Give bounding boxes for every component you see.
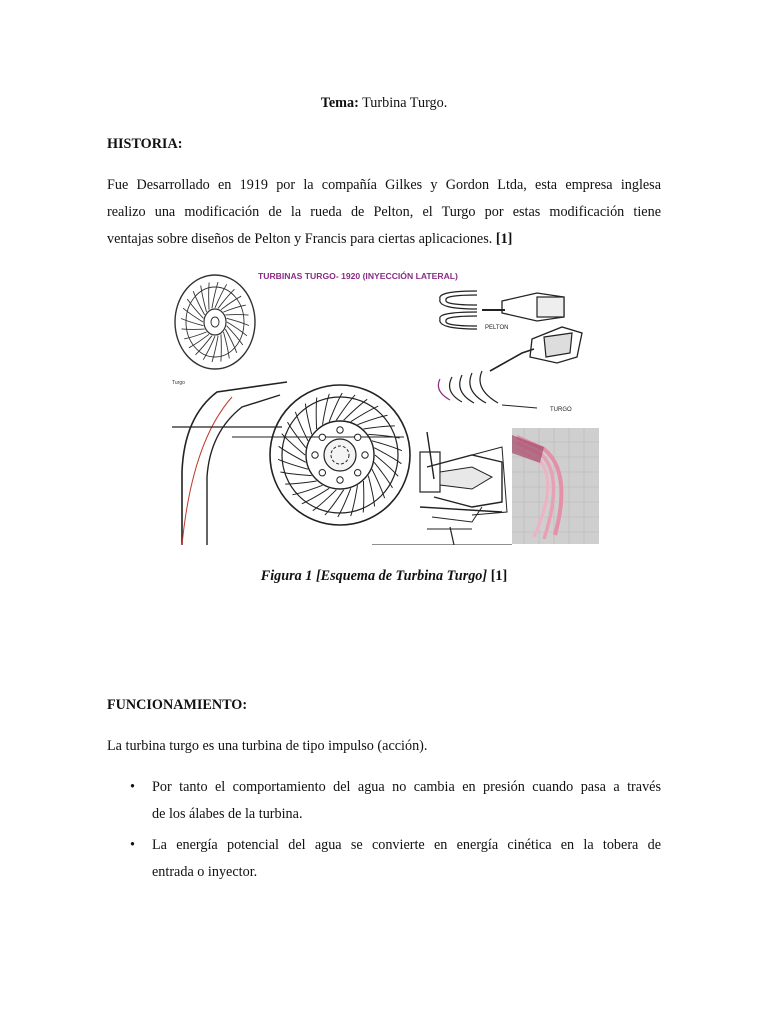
figure-banner: TURBINAS TURGO- 1920 (INYECCIÓN LATERAL) bbox=[258, 271, 458, 281]
turgo-turbine-figure bbox=[172, 267, 600, 545]
bullet-1-line-1: Por tanto el comportamiento del agua no cambia en presión cuando pasa a través bbox=[152, 779, 661, 795]
historia-line-3-text: ventajas sobre diseños de Pelton y Francis para ciertas aplicaciones. bbox=[107, 231, 493, 247]
bolt-hole bbox=[355, 470, 361, 476]
bolt-hole bbox=[337, 427, 343, 433]
jet-photo-inset bbox=[512, 428, 599, 544]
bolt-hole bbox=[319, 470, 325, 476]
bolt-hole bbox=[337, 477, 343, 483]
section-heading-funcionamiento: FUNCIONAMIENTO: bbox=[107, 697, 248, 713]
bullet-marker: • bbox=[130, 837, 135, 853]
historia-paragraph bbox=[107, 172, 661, 253]
title-text: Turbina Turgo. bbox=[362, 95, 448, 111]
title-label: Tema: bbox=[320, 95, 359, 111]
historia-line-2: realizo una modificación de la rueda de Pelton, el Turgo por estas modificación tiene bbox=[107, 204, 661, 220]
bullet-2-line-1: La energía potencial del agua se convierte en energía cinética en la tobera de bbox=[152, 837, 661, 853]
bullet-1-line-2: de los álabes de la turbina. bbox=[152, 806, 303, 822]
historia-line-3 bbox=[107, 226, 661, 253]
list-item bbox=[107, 774, 661, 828]
bolt-hole bbox=[355, 434, 361, 440]
label-turgo-small: Turgo bbox=[172, 380, 185, 386]
historia-reference: [1] bbox=[495, 231, 513, 247]
figure-caption bbox=[0, 563, 768, 590]
label-pelton: PELTON bbox=[485, 325, 509, 331]
list-item bbox=[107, 832, 661, 886]
bolt-hole bbox=[362, 452, 368, 458]
figure-caption-text: Figura 1 [Esquema de Turbina Turgo] bbox=[260, 568, 488, 584]
funcionamiento-intro: La turbina turgo es una turbina de tipo impulso (acción). bbox=[107, 738, 428, 754]
bullet-list bbox=[107, 774, 661, 890]
bullet-2-line-2: entrada o inyector. bbox=[152, 864, 258, 880]
document-title bbox=[0, 90, 768, 117]
historia-line-1: Fue Desarrollado en 1919 por la compañía Gilkes y Gordon Ltda, esta empresa inglesa bbox=[107, 177, 661, 193]
bullet-marker: • bbox=[130, 779, 135, 795]
section-heading-historia: HISTORIA: bbox=[107, 136, 183, 152]
bolt-hole bbox=[319, 434, 325, 440]
bolt-hole bbox=[312, 452, 318, 458]
figure-caption-reference: [1] bbox=[490, 568, 508, 584]
label-turgo: TURGO bbox=[550, 407, 572, 413]
